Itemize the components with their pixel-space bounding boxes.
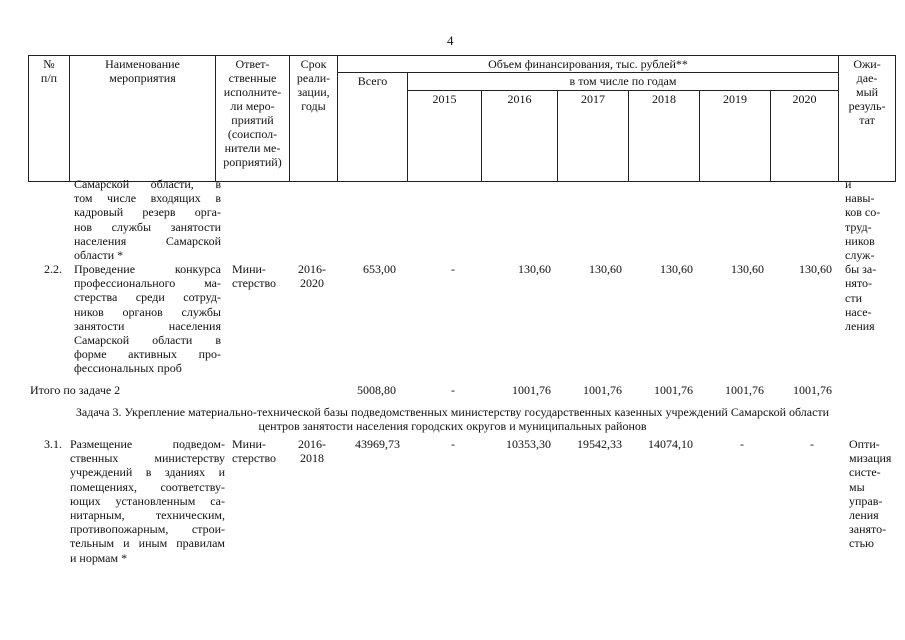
row-2-2-2017: 130,60 (589, 262, 622, 276)
row-2-2-num: 2.2. (44, 262, 62, 276)
header-year-2015: 2015 (408, 91, 482, 182)
subtotal-2016: 1001,76 (512, 383, 551, 397)
task-3-line-1: Задача 3. Укрепление материально-технической базы подведомственных министерству государственных казенных учреждений Самарской области (75, 405, 830, 419)
row-2-2-2015: - (451, 262, 455, 276)
row-2-2-total: 653,00 (363, 262, 396, 276)
row-2-2-2018: 130,60 (660, 262, 693, 276)
subtotal-2015: - (451, 383, 455, 397)
subtotal-2017: 1001,76 (583, 383, 622, 397)
row-3-1-name: Размещение подведом- ственных министерству учреждений в зданиях и помещениях, соответству- ющих установленным са- нитарным, техническим, противопожарным, строи- тельным и иным правилам и нормам * (70, 437, 225, 565)
row-3-1-2020: - (810, 437, 814, 451)
subtotal-label: Итого по задаче 2 (30, 383, 121, 397)
row-2-2-name: Проведение конкурса профессионального ма- стерства среди сотруд- ников органов службы занятости населения Самарской области в форме активных про- фессиональных проб (74, 262, 221, 376)
subtotal-2020: 1001,76 (793, 383, 832, 397)
header-year-2020: 2020 (771, 91, 839, 182)
row-3-1-responsible: Мини- стерство (232, 437, 277, 466)
subtotal-total: 5008,80 (357, 383, 396, 397)
task-3-line-2: центров занятости населения городских округов и муниципальных районов (258, 419, 647, 433)
subtotal-2019: 1001,76 (725, 383, 764, 397)
continued-name-text: Самарской области, в том числе входящих в кадровый резерв орга- нов службы занятости населения Самарской области * (74, 177, 221, 262)
page-number: 4 (447, 33, 454, 48)
row-3-1-2018: 14074,10 (648, 437, 693, 451)
header-year-2016: 2016 (482, 91, 558, 182)
row-2-2-2016: 130,60 (518, 262, 551, 276)
row-3-1-total: 43969,73 (355, 437, 400, 451)
row-2-2-2020: 130,60 (799, 262, 832, 276)
table-header (28, 55, 896, 182)
task-3-heading (20, 405, 885, 433)
row-2-2-term: 2016- 2020 (298, 262, 326, 291)
row-3-1-result: Опти- мизация систе- мы управ- ления занято- стью (849, 437, 892, 551)
header-by-years: в том числе по годам (408, 73, 839, 91)
header-total: Всего (338, 73, 408, 182)
row-2-2-2019: 130,60 (731, 262, 764, 276)
header-term: Срок реали- зации, годы (290, 56, 338, 182)
row-3-1-2015: - (451, 437, 455, 451)
row-3-1-term: 2016- 2018 (298, 437, 326, 466)
header-num: № п/п (29, 56, 70, 182)
header-year-2019: 2019 (700, 91, 771, 182)
row-3-1-2016: 10353,30 (506, 437, 551, 451)
header-year-2018: 2018 (629, 91, 700, 182)
header-funding: Объем финансирования, тыс. рублей** (338, 56, 839, 73)
header-name: Наименование мероприятия (70, 56, 216, 182)
row-3-1-num: 3.1. (44, 437, 62, 451)
header-result: Ожи- дае- мый резуль- тат (839, 56, 896, 182)
header-responsible: Ответ- ственные исполните- ли меро- приятий (соиспол- нители ме- роприятий) (216, 56, 290, 182)
row-2-2-responsible: Мини- стерство (232, 262, 277, 291)
row-3-1-2017: 19542,33 (577, 437, 622, 451)
row-3-1-2019: - (740, 437, 744, 451)
header-year-2017: 2017 (558, 91, 629, 182)
continued-result-text: и навы- ков со- труд- ников служ- бы за- нято- сти насе- ления (845, 177, 881, 333)
subtotal-2018: 1001,76 (654, 383, 693, 397)
